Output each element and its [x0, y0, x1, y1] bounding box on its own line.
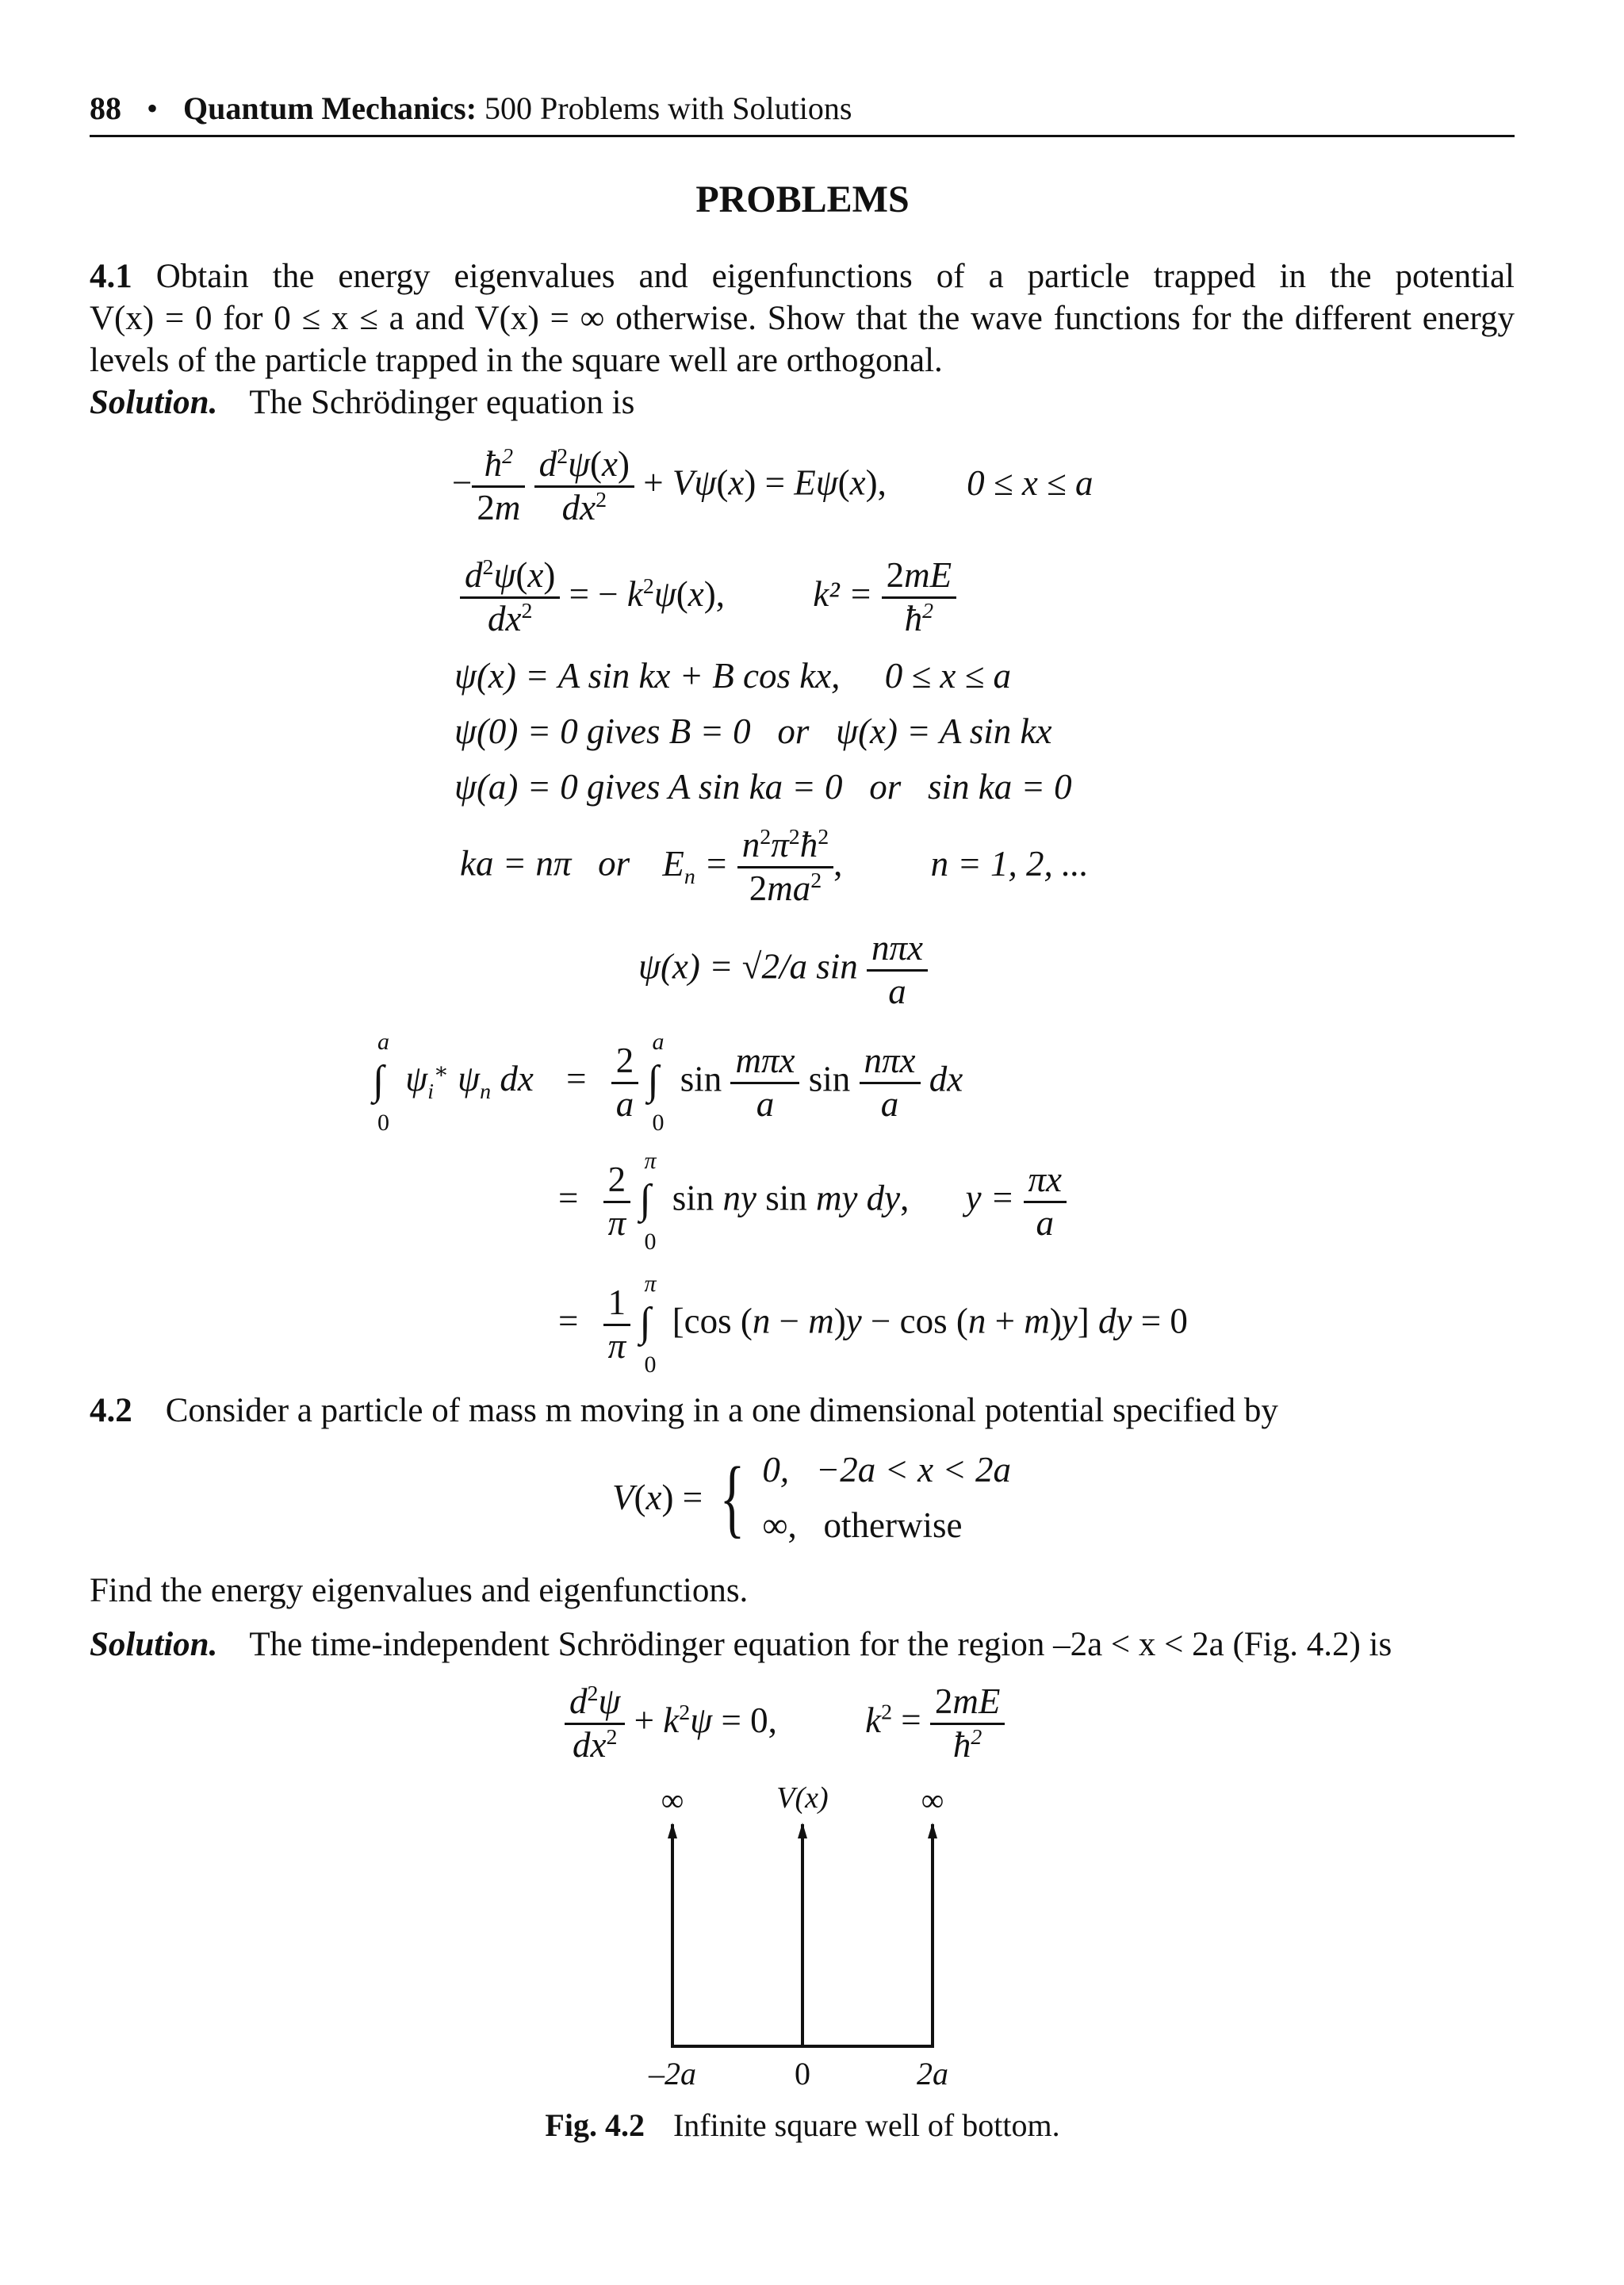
equation-piecewise-potential: V(x) = { 0, −2a < x < 2a ∞, otherwise [612, 1442, 1011, 1561]
equation-general-solution [454, 652, 1011, 700]
problem-4-1-line-1 [90, 255, 1515, 297]
problem-text: Obtain the energy eigenvalues and eigenfunctions of a particle trapped in the potential [155, 258, 1515, 295]
solution-4-1 [90, 381, 634, 424]
equation-free-particle: $\frac{d^2\psi}{dx^2}$ + $k^2\psi = 0$, $k^2$ = $\frac{2mE}{ħ^2}$ [565, 1681, 1005, 1766]
problem-4-2-find: Find the energy eigenvalues and eigenfunctions. [90, 1572, 749, 1609]
potential-label: V(x) [776, 1781, 829, 1815]
wavefunction-left: ψ(x) = √2/a sin [638, 946, 858, 987]
tick-2a: 2a [917, 2056, 948, 2091]
solution-label: Solution. [90, 384, 218, 421]
equation-energy: ka = nπ or $E_n$ = $\frac{n^2\pi^2ħ^2}{2ma^2}$ , n = 1, 2, ... [460, 825, 1089, 908]
tick-minus-2a: –2a [649, 2056, 696, 2091]
book-subtitle: 500 Problems with Solutions [485, 90, 852, 126]
piecewise-case-1: 0, −2a < x < 2a [762, 1450, 1011, 1489]
problem-text: Consider a particle of mass m moving in a one dimensional potential specified by [165, 1392, 1278, 1429]
book-title: Quantum Mechanics: [183, 90, 477, 126]
equation-boundary-a: ψ(a) = 0 gives A sin ka = 0 or sin ka = 0 [454, 767, 1072, 807]
problem-number: 4.1 [90, 258, 132, 295]
section-title: PROBLEMS [695, 178, 910, 220]
equation-boundary-zero: ψ(0) = 0 gives B = 0 or ψ(x) = A sin kx [454, 711, 1052, 751]
piecewise-case-2: ∞, otherwise [762, 1505, 963, 1545]
figure-caption [0, 2106, 1605, 2145]
page-number: 88 [90, 90, 121, 126]
problem-4-1-line-3: levels of the particle trapped in the square well are orthogonal. [90, 342, 943, 379]
problem-number: 4.2 [90, 1392, 132, 1429]
right-infinity-label: ∞ [921, 1782, 944, 1818]
equation-wavefunction: ψ(x) = √2/a sin $\frac{\text{nπx}}{a}$ [638, 928, 928, 1013]
running-header [90, 89, 852, 128]
left-infinity-label: ∞ [661, 1782, 684, 1818]
equation-k-squared: $\frac{d^2\psi(x)}{dx^2}$ = − $k^2\psi(x)$, k² = $\frac{2mE}{ħ^2}$ [460, 555, 956, 640]
caption-text: Infinite square well of bottom. [672, 2107, 1060, 2143]
problem-4-1-line-2: V(x) = 0 for 0 ≤ x ≤ a and V(x) = ∞ otherwise. Show that the wave functions for the different energy [90, 300, 1515, 337]
header-rule [90, 135, 1515, 137]
equation-orthogonality-3: = $\frac{1}{\pi}$ π ∫ 0 [cos (n − m)y − cos (n + m)y] dy = 0 [558, 1271, 1188, 1378]
equation-orthogonality-2: = $\frac{2}{\pi}$ π ∫ 0 sin ny sin my dy, y = $\frac{\pi x}{a}$ [558, 1154, 1067, 1249]
solution-text: The time-independent Schrödinger equation for the region –2a < x < 2a (Fig. 4.2) is [249, 1626, 1392, 1663]
caption-label: Fig. 4.2 [545, 2107, 645, 2143]
k-squared-label: k² = [813, 573, 873, 614]
range-condition: 0 ≤ x ≤ a [967, 462, 1094, 503]
general-solution-range: 0 ≤ x ≤ a [884, 656, 1012, 696]
general-solution-text: ψ(x) = A sin kx + B cos kx, [454, 656, 841, 696]
problem-4-2 [90, 1390, 1278, 1432]
header-bullet: • [147, 90, 159, 126]
equation-orthogonality-1: a ∫ 0 $\psi_i^∗$ $\psi_n$ dx = $\frac{2}{a}$ a ∫ 0 sin $\frac{\text{mπx}}{a}$ sin $\frac{\text{nπx}}{a}$ dx [373, 1029, 963, 1136]
substitution-label: y = [965, 1178, 1015, 1218]
equation-schrodinger: − $\frac{ħ^2}{2m}$ $\frac{d^2\psi(x)}{dx^2}$ + Vψ(x) = Eψ(x), 0 ≤ x ≤ a [452, 444, 1094, 527]
solution-4-2 [90, 1624, 1392, 1666]
n-values: n = 1, 2, ... [930, 843, 1089, 884]
ka-condition: ka = nπ or [460, 843, 630, 884]
tick-zero: 0 [795, 2056, 810, 2091]
solution-text: The Schrödinger equation is [249, 384, 635, 421]
solution-label: Solution. [90, 1626, 218, 1663]
